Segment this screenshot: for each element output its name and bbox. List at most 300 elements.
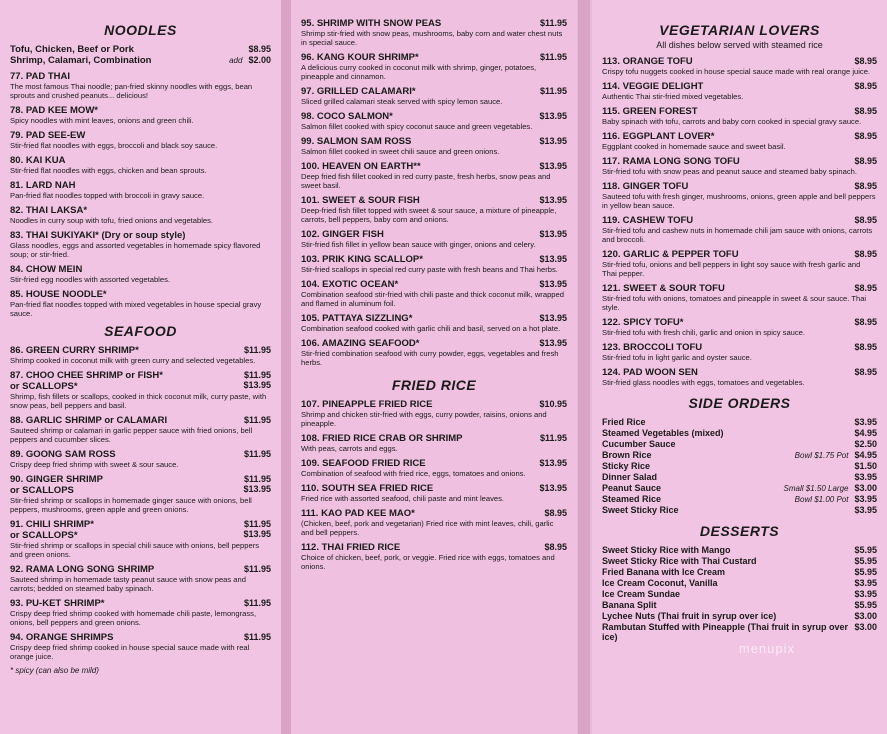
menu-item-names	[10, 264, 82, 275]
menu-item-name: 97. GRILLED CALAMARI*	[301, 86, 416, 97]
menu-item-names	[10, 370, 163, 392]
menu-item-prices	[244, 598, 271, 608]
menu-item-prices	[539, 254, 567, 264]
menu-item-name: 116. EGGPLANT LOVER*	[602, 131, 715, 142]
noodles-title: NOODLES	[104, 22, 177, 38]
menu-item	[301, 338, 567, 367]
menu-item-price: $11.95	[243, 415, 271, 425]
menu-item-name: 83. THAI SUKIYAKI* (Dry or soup style)	[10, 230, 186, 241]
menu-item-name: 119. CASHEW TOFU	[602, 215, 694, 226]
menu-item-price: $11.95	[243, 598, 271, 608]
menu-line-price: $1.50	[854, 461, 877, 471]
menu-item-name: 115. GREEN FOREST	[602, 106, 698, 117]
menu-item-names	[301, 229, 384, 240]
menu-item-name: 90. GINGER SHRIMP	[10, 474, 103, 485]
menu-item-description: Stir-fried tofu in light garlic and oyster sauce.	[602, 353, 752, 362]
menu-line-prices	[854, 545, 877, 555]
seafood-title: SEAFOOD	[104, 323, 177, 339]
menu-line-price: $4.95	[854, 428, 877, 438]
menu-item-price: $8.95	[854, 317, 877, 327]
menu-line-price: $5.95	[854, 545, 877, 555]
menu-item-names	[301, 313, 412, 324]
menu-line	[602, 483, 877, 493]
menu-item-price: $13.95	[539, 229, 567, 239]
menu-item-description: Shrimp and chicken stir-fried with eggs, curry powder, raisins, onions and pineapple.	[301, 410, 547, 428]
menu-item-price: $11.95	[243, 564, 271, 574]
menu-line-prices	[854, 567, 877, 577]
menu-item	[602, 181, 877, 210]
vegetarian-list	[602, 56, 877, 387]
menu-item-price: $8.95	[854, 56, 877, 66]
menu-line	[602, 622, 877, 642]
menu-item-names	[301, 458, 426, 469]
menu-item-description: Stir-fried shrimp or scallops in special chili sauce with onions, bell peppers and green onions.	[10, 541, 260, 559]
menu-item-names	[301, 86, 416, 97]
menu-item-names	[10, 230, 185, 241]
menu-item-row	[10, 564, 271, 575]
menu-line-price: $5.95	[854, 556, 877, 566]
menu-item-row	[301, 279, 567, 290]
menu-line-name: Dinner Salad	[602, 472, 658, 482]
menu-item-description: Crispy deep fried shrimp cooked in house special sauce made with real orange juice.	[10, 643, 250, 661]
menu-item-price: $11.95	[243, 474, 271, 484]
menu-item-names	[10, 289, 107, 300]
menu-item-name: 82. THAI LAKSA*	[10, 205, 88, 216]
menu-item-names	[301, 483, 433, 494]
menu-item-row	[602, 215, 877, 226]
menu-item-row	[10, 598, 271, 609]
menu-item-prices	[854, 181, 877, 191]
menu-item-row	[10, 449, 271, 460]
menu-item-names	[602, 181, 688, 192]
menu-item-description: Stir-fried scallops in special red curry paste with fresh beans and Thai herbs.	[301, 265, 558, 274]
menu-item-price: $13.95	[539, 136, 567, 146]
menu-item-names	[10, 564, 154, 575]
spicy-footnote: * spicy (can also be mild)	[10, 666, 99, 675]
menu-panel-right	[592, 0, 887, 734]
menu-item-description: Crispy deep fried shrimp with sweet & sour sauce.	[10, 460, 179, 469]
menu-line-price: $3.95	[854, 417, 877, 427]
menu-item-name: 109. SEAFOOD FRIED RICE	[301, 458, 426, 469]
menu-item	[10, 180, 271, 200]
menu-item	[10, 519, 271, 559]
side-orders-list	[602, 417, 877, 515]
menu-item-names	[10, 474, 103, 496]
menu-line	[602, 545, 877, 555]
menu-line	[602, 589, 877, 599]
menu-line-price: $3.95	[854, 494, 877, 504]
menu-item	[10, 155, 271, 175]
menu-line	[602, 556, 877, 566]
menu-item-name: 86. GREEN CURRY SHRIMP*	[10, 345, 139, 356]
menu-item	[602, 106, 877, 126]
menu-item-name: 91. CHILI SHRIMP*	[10, 519, 94, 530]
menu-item	[301, 195, 567, 224]
menu-item-prices	[854, 367, 877, 377]
menu-line	[602, 461, 877, 471]
menu-item	[602, 249, 877, 278]
menu-panel-middle	[291, 0, 577, 734]
menu-item-prices	[539, 195, 567, 205]
menu-item-names	[10, 130, 85, 141]
menu-item	[10, 632, 271, 661]
menu-item	[301, 313, 567, 333]
menu-item-price: $8.95	[854, 81, 877, 91]
menu-item-row	[301, 313, 567, 324]
menu-item-prices	[539, 313, 567, 323]
menu-item-names	[602, 156, 740, 167]
menu-item-names	[602, 215, 693, 226]
menu-item-prices	[243, 519, 271, 539]
menu-item-description: Stir-fried egg noodles with assorted vegetables.	[10, 275, 170, 284]
menu-item-price: $13.95	[539, 338, 567, 348]
menu-item-prices	[544, 542, 567, 552]
menu-line	[602, 472, 877, 482]
menu-item-description: Stir-fried tofu with onions, tomatoes and pineapple in sweet & sour sauce. Thai style.	[602, 294, 867, 312]
menu-item-row	[301, 338, 567, 349]
menu-line-prices	[854, 439, 877, 449]
menu-item-name: 105. PATTAYA SIZZLING*	[301, 313, 413, 324]
menu-item-description: Stir-fried fish fillet in yellow bean sauce with ginger, onions and celery.	[301, 240, 536, 249]
menu-item-row	[602, 283, 877, 294]
menu-item-row	[10, 289, 271, 300]
menu-item-prices	[854, 81, 877, 91]
menu-line	[602, 417, 877, 427]
menu-line-prices	[854, 611, 877, 621]
menu-line-prices	[795, 494, 877, 504]
menu-item-names	[10, 519, 94, 541]
side-orders-title: SIDE ORDERS	[688, 395, 791, 411]
menu-item-description: Crispy tofu nuggets cooked in house special sauce made with real orange juice.	[602, 67, 871, 76]
menu-item	[10, 449, 271, 469]
menu-item-description: Noodles in curry soup with tofu, fried onions and vegetables.	[10, 216, 214, 225]
menu-item-price: $11.95	[539, 18, 567, 28]
fried-rice-title: FRIED RICE	[391, 377, 477, 393]
menu-item	[10, 130, 271, 150]
menu-item-price: $8.95	[854, 131, 877, 141]
menu-item-description: Choice of chicken, beef, pork, or veggie. Fried rice with eggs, tomatoes and onions.	[301, 553, 555, 571]
menu-line-price: $3.00	[854, 611, 877, 621]
seafood-list-continued	[301, 18, 567, 367]
menu-item-row	[602, 249, 877, 260]
menu-item-names	[10, 415, 167, 426]
menu-item	[10, 71, 271, 100]
menu-item-row	[602, 367, 877, 378]
menu-line	[602, 439, 877, 449]
menu-item-row	[602, 317, 877, 328]
menu-item-description: Stir-fried tofu and cashew nuts in homemade chili jam sauce with onions, carrots and broccoli.	[602, 226, 873, 244]
menu-item-prices	[539, 279, 567, 289]
menu-item-price: $10.95	[539, 399, 567, 409]
menu-item-price: $8.95	[854, 283, 877, 293]
menu-item-row	[301, 508, 567, 519]
menu-item-price: $8.95	[854, 156, 877, 166]
menu-item-description: Fried rice with assorted seafood, chili paste and mint leaves.	[301, 494, 505, 503]
menu-item-name: 78. PAD KEE MOW*	[10, 105, 98, 116]
menu-line-price: $3.95	[854, 589, 877, 599]
menu-item-name: 79. PAD SEE-EW	[10, 130, 86, 141]
menu-item-prices	[854, 283, 877, 293]
menu-item-names	[602, 106, 698, 117]
menu-item-description: Stir-fried tofu, onions and bell peppers in light soy sauce with fresh garlic and Thai pepper.	[602, 260, 861, 278]
menu-item-prices	[539, 483, 567, 493]
menu-item-description: Stir-fried tofu with snow peas and peanut sauce and steamed baby spinach.	[602, 167, 857, 176]
menu-item	[602, 342, 877, 362]
menu-item-name: 93. PU-KET SHRIMP*	[10, 598, 105, 609]
menu-item-row	[10, 474, 271, 496]
menu-line-name: Fried Banana with Ice Cream	[602, 567, 726, 577]
menu-item	[602, 81, 877, 101]
menu-item-price: $8.95	[854, 106, 877, 116]
menu-item-price-alt: $13.95	[243, 484, 271, 494]
menu-item-prices	[539, 136, 567, 146]
menu-item-name: 87. CHOO CHEE SHRIMP or FISH*	[10, 370, 163, 381]
menu-item-row	[10, 130, 271, 141]
menu-item	[301, 399, 567, 428]
menu-line-price: $3.00	[854, 483, 877, 493]
menu-item	[301, 18, 567, 47]
menu-item	[301, 161, 567, 190]
menu-item-name: 103. PRIK KING SCALLOP*	[301, 254, 423, 265]
menu-item-description: Combination seafood cooked with garlic chili and basil, served on a hot plate.	[301, 324, 561, 333]
menu-item-price: $8.95	[854, 215, 877, 225]
menu-line-name: Ice Cream Coconut, Vanilla	[602, 578, 718, 588]
menu-item	[301, 52, 567, 81]
menu-line-prices	[854, 472, 877, 482]
vegetarian-subtitle: All dishes below served with steamed rice	[656, 40, 823, 50]
menu-item-names	[10, 71, 70, 82]
menu-item-row	[301, 86, 567, 97]
menu-item-prices	[854, 342, 877, 352]
menu-item	[301, 254, 567, 274]
menu-line-price: $3.00	[854, 622, 877, 632]
menu-item-price: $13.95	[539, 483, 567, 493]
seafood-list	[10, 345, 271, 661]
menu-line-name: Sweet Sticky Rice	[602, 505, 679, 515]
menu-item-row	[301, 161, 567, 172]
menu-item	[10, 598, 271, 627]
menu-item	[602, 215, 877, 244]
menu-item-row	[301, 18, 567, 29]
menu-line-price: $5.95	[854, 567, 877, 577]
menu-item-description: Shrimp, fish fillets or scallops, cooked in thick coconut milk, curry paste, with snow peas, bell peppers and basil.	[10, 392, 267, 410]
menu-item-name: 77. PAD THAI	[10, 71, 71, 82]
menu-item-description: Sauteed shrimp or calamari in garlic pepper sauce with fried onions, bell peppers and cucumber slices.	[10, 426, 253, 444]
menu-item-names	[301, 508, 415, 519]
menu-item-names	[602, 56, 693, 67]
menu-item-names	[602, 81, 703, 92]
menu-item-description: Stir-fried glass noodles with eggs, tomatoes and vegetables.	[602, 378, 805, 387]
menu-line	[602, 494, 877, 504]
menu-item-name: 89. GOONG SAM ROSS	[10, 449, 116, 460]
menu-item-prices	[539, 338, 567, 348]
menu-line-price: $3.95	[854, 472, 877, 482]
menu-item-names	[602, 342, 702, 353]
menu-item-row	[301, 136, 567, 147]
menu-item-price: $8.95	[544, 508, 567, 518]
menu-item-prices	[540, 52, 567, 62]
menu-item-names	[301, 399, 432, 410]
menu-item-description: Stir-fried flat noodles with eggs, chicken and bean sprouts.	[10, 166, 207, 175]
menu-item-prices	[539, 161, 567, 171]
menu-item-price: $8.95	[544, 542, 567, 552]
menu-item-names	[10, 105, 98, 116]
menu-item	[602, 156, 877, 176]
menu-item	[301, 229, 567, 249]
menu-line-extra: Bowl $1.00 Pot	[794, 495, 849, 504]
menu-item-row	[602, 106, 877, 117]
menu-item	[602, 317, 877, 337]
menu-item-description: Stir-fried tofu with fresh chili, garlic and onion in spicy sauce.	[602, 328, 806, 337]
menu-item-prices	[244, 632, 271, 642]
menu-item-prices	[854, 106, 877, 116]
menu-item-names	[301, 254, 423, 265]
menu-item-names	[301, 111, 393, 122]
menu-item-description: Shrimp cooked in coconut milk with green curry and selected vegetables.	[10, 356, 256, 365]
menu-item-names	[10, 155, 65, 166]
menu-item-row	[602, 181, 877, 192]
menu-item	[10, 264, 271, 284]
vegetarian-title: VEGETARIAN LOVERS	[659, 22, 820, 38]
menu-line-name: Cucumber Sauce	[602, 439, 676, 449]
menu-item-prices	[540, 433, 567, 443]
menu-item	[301, 279, 567, 308]
menu-item	[10, 564, 271, 593]
menu-item	[301, 508, 567, 537]
menu-item-prices	[539, 458, 567, 468]
menu-item-row	[10, 345, 271, 356]
menu-line-prices	[784, 483, 877, 493]
menu-item	[10, 105, 271, 125]
menu-item-description: Crispy deep fried shrimp cooked with homemade chili paste, lemongrass, onions, bell peppers and green onions.	[10, 609, 257, 627]
menu-item-name: 122. SPICY TOFU*	[602, 317, 684, 328]
menu-item	[301, 458, 567, 478]
menu-line	[602, 505, 877, 515]
watermark-text: menupix	[738, 641, 795, 656]
menu-line-name: Peanut Sauce	[602, 483, 662, 493]
menu-item-price: $11.95	[539, 86, 567, 96]
menu-item-description: Salmon fillet cooked in sweet chili sauce and green onions.	[301, 147, 500, 156]
menu-line-name: Steamed Vegetables (mixed)	[602, 428, 724, 438]
menu-item-row	[602, 342, 877, 353]
menu-item	[10, 370, 271, 410]
menu-item-name: 81. LARD NAH	[10, 180, 76, 191]
menu-item-description: Combination seafood stir-fried with chili paste and thick coconut milk, wrapped and flamed in aluminum foil.	[301, 290, 564, 308]
noodles-base-prices: Tofu, Chicken, Beef or Pork $8.95 Shrimp, Calamari, Combination add $2.00	[10, 44, 271, 66]
menu-item-name: 104. EXOTIC OCEAN*	[301, 279, 399, 290]
menu-item-name: 84. CHOW MEIN	[10, 264, 83, 275]
menu-item-price-alt: $13.95	[243, 380, 271, 390]
menu-item-name: 114. VEGGIE DELIGHT	[602, 81, 704, 92]
menu-line-prices	[854, 556, 877, 566]
menu-item-description: Glass noodles, eggs and assorted vegetables in homemade spicy flavored soup; or stir-fried.	[10, 241, 261, 259]
menu-item-name-alt: or SCALLOPS*	[10, 530, 78, 541]
menu-item-row	[10, 205, 271, 216]
menu-line-prices	[854, 622, 877, 632]
menu-item-description: Eggplant cooked in homemade sauce and sweet basil.	[602, 142, 786, 151]
menu-line-prices	[795, 450, 877, 460]
menu-item	[10, 345, 271, 365]
menu-item-names	[10, 598, 105, 609]
menu-line	[602, 428, 877, 438]
menu-line-name: Sweet Sticky Rice with Thai Custard	[602, 556, 757, 566]
menu-item-description: Shrimp stir-fried with snow peas, mushrooms, baby corn and water chest nuts in special sauce.	[301, 29, 563, 47]
menu-item-description: (Chicken, beef, pork and vegetarian) Fried rice with mint leaves, chili, garlic and bell peppers.	[301, 519, 554, 537]
menu-item-name: 98. COCO SALMON*	[301, 111, 393, 122]
menu-item-name-alt: or SCALLOPS*	[10, 381, 78, 392]
menu-line-prices	[854, 600, 877, 610]
menu-item-names	[301, 338, 419, 349]
menu-item-description: Authentic Thai stir-fried mixed vegetables.	[602, 92, 744, 101]
menu-line-extra: Small $1.50 Large	[783, 484, 849, 493]
menu-item-names	[301, 161, 421, 172]
menu-item-prices	[244, 415, 271, 425]
menu-item-name: 113. ORANGE TOFU	[602, 56, 693, 67]
menu-item-row	[301, 111, 567, 122]
menu-item-names	[10, 632, 113, 643]
menu-item-price: $8.95	[854, 367, 877, 377]
menu-item-row	[301, 229, 567, 240]
menu-item-row	[10, 519, 271, 541]
menu-item-name: 112. THAI FRIED RICE	[301, 542, 401, 553]
menu-item-row	[10, 71, 271, 82]
menu-item-prices	[539, 229, 567, 239]
menu-item-row	[301, 195, 567, 206]
menu-item-names	[602, 283, 725, 294]
menu-item-name: 101. SWEET & SOUR FISH	[301, 195, 420, 206]
menu-item-prices	[854, 131, 877, 141]
menu-item-row	[301, 433, 567, 444]
menu-item-row	[301, 254, 567, 265]
menu-item-price: $11.95	[243, 519, 271, 529]
menu-item-row	[602, 56, 877, 67]
menu-item-name: 88. GARLIC SHRIMP or CALAMARI	[10, 415, 168, 426]
menu-item	[301, 433, 567, 453]
menu-item-description: Stir-fried shrimp or scallops in homemade ginger sauce with onions, bell peppers, mushrooms, green apple and green onions.	[10, 496, 252, 514]
menu-line-name: Banana Split	[602, 600, 657, 610]
menu-item-names	[602, 131, 714, 142]
menu-item-name: 123. BROCCOLI TOFU	[602, 342, 703, 353]
menu-item-price: $11.95	[539, 52, 567, 62]
menu-item-names	[301, 52, 419, 63]
menu-item-name: 124. PAD WOON SEN	[602, 367, 698, 378]
menu-item-price: $13.95	[539, 195, 567, 205]
menu-item-row	[301, 458, 567, 469]
menu-item-row	[10, 105, 271, 116]
menu-item-prices	[854, 215, 877, 225]
menu-line	[602, 600, 877, 610]
menu-item-name: 85. HOUSE NOODLE*	[10, 289, 107, 300]
menu-item-names	[301, 18, 441, 29]
menu-item-price: $13.95	[539, 313, 567, 323]
menu-item-row	[10, 230, 271, 241]
menu-item-prices	[539, 111, 567, 121]
menu-item-price: $13.95	[539, 279, 567, 289]
menu-item-description: Stir-fried combination seafood with curry powder, eggs, vegetables and fresh herbs.	[301, 349, 559, 367]
menu-item-price: $11.95	[243, 632, 271, 642]
menu-panel-left	[0, 0, 281, 734]
menu-item-names	[10, 205, 87, 216]
menu-item-price: $11.95	[243, 449, 271, 459]
menu-item-name: 95. SHRIMP WITH SNOW PEAS	[301, 18, 442, 29]
menu-item-description: Sauteed shrimp in homemade tasty peanut sauce with snow peas and carrots; bedded on steamed baby spinach.	[10, 575, 246, 593]
menu-item-names	[10, 345, 139, 356]
menu-item-description: Stir-fried flat noodles with eggs, broccoli and black soy sauce.	[10, 141, 218, 150]
menu-item-name: 102. GINGER FISH	[301, 229, 384, 240]
desserts-list	[602, 545, 877, 642]
menu-item-name: 107. PINEAPPLE FRIED RICE	[301, 399, 433, 410]
menu-item-prices	[243, 474, 271, 494]
